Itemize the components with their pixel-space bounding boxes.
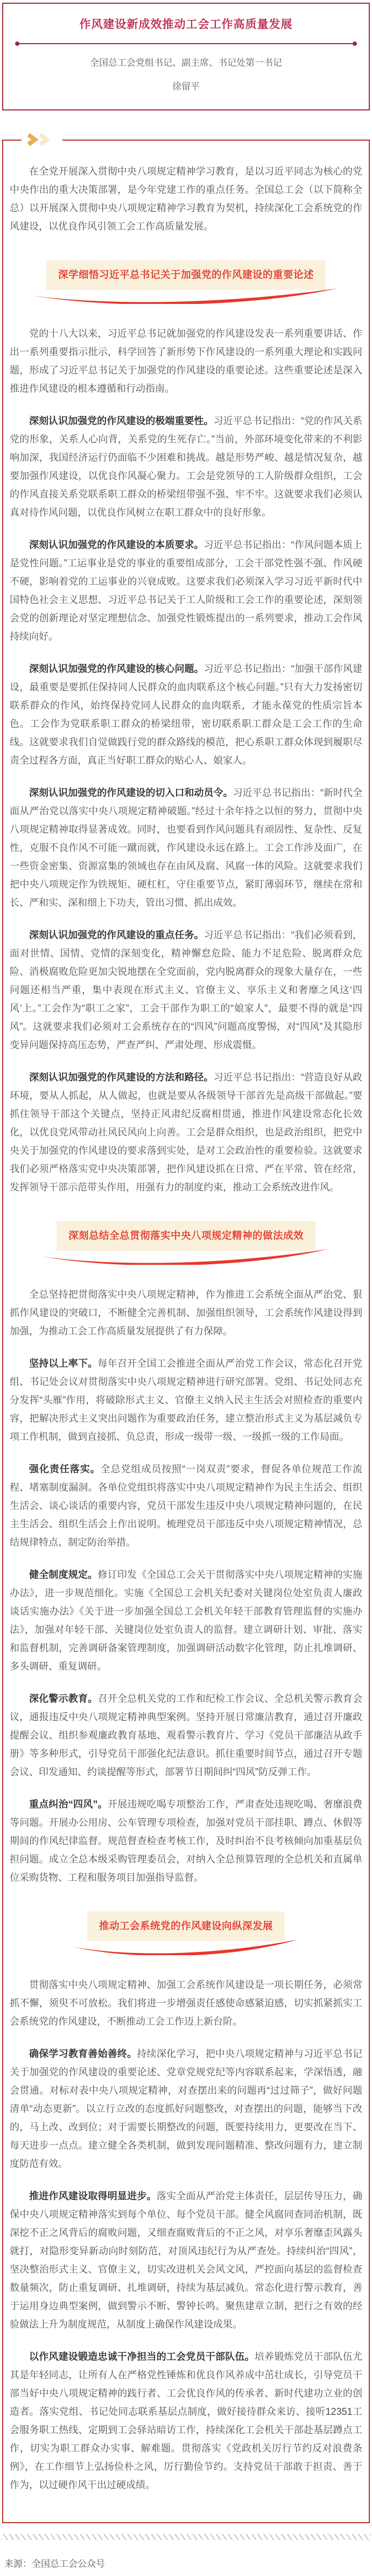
paragraph-lead: 确保学习教育善始善终。 bbox=[29, 2048, 137, 2060]
body-paragraph: 确保学习教育善始善终。持续深化学习，把中央八项规定精神与习近平总书记关于加强党的作风建设的重要论述、党章党规党纪等内容联系起来，学深悟透，融会贯通。对标对表中央八项规定精神，对查摆出来的问题再“过过筛子”，做好问题清单“动态更新”。以立行立改的态度抓好问题整改，对查摆出的问题，能够当下改的，马上改、改到位；对于需要长期整改的问题，既要持续用力，更要改在当下、每天进步一点点。建立健全各类机制，做到发现问题精准、整改问题有力，建立制度防范有效。 bbox=[10, 2048, 363, 2170]
author-name: 徐留平 bbox=[172, 81, 200, 92]
body-paragraph: 全总坚持把贯彻落实中央八项规定精神，作为推进工会系统全面从严治党、狠抓作风建设的突破口，不断健全完善机制、加强组织领导，工会系统作风建设得到加强，为推动工会工作高质量发展提供了有力保障。 bbox=[10, 1289, 362, 1337]
article-body bbox=[8, 162, 364, 2494]
body-paragraph: 深刻认识加强党的作风建设的极端重要性。习近平总书记指出：“党的作风关系党的形象，关系人心向背，关系党的生死存亡。”当前，外部环境变化带来的不利影响加深，我国经济运行仍面临不少困难和挑战。越是形势严峻、越是情况复杂，越要加强作风建设，以优良作风凝心聚力。工会是党领导的工人阶级群众组织，工会的作风直接关系党联系职工群众的桥梁纽带强不强、牢不牢。这就要求我们必须认真对待作风问题，以优良作风树立在职工群众中的良好形象。 bbox=[10, 416, 362, 518]
body-paragraph: 重点纠治“四风”。开展违规吃喝专项整治工作，严肃查处违规吃喝、奢靡浪费等问题。开展办公用房、公车管理专项检查，加强对党员干部挂职、蹲点、休假等期间的作风纪律监督。规范督查检查考核工作，及时纠治不良考核倾向加重基层负担问题。成立全总本级采购管理委员会，对纳入全总预算管理的全总机关和直属单位采购货物、工程和服务项目加强指导监督。 bbox=[10, 1799, 363, 1883]
page-title: 作风建设新成效推动工会工作高质量发展 bbox=[79, 18, 293, 31]
paragraph-lead: 强化责任落实。 bbox=[29, 1464, 101, 1475]
body-paragraph: 强化责任落实。全总党组成员按照“一岗双责”要求，督促各单位规范工作流程、堵塞制度漏洞。各单位党组织将落实中央八项规定精神作为民主生活会、组织生活会、谈心谈话的重要内容，党员干部发生违反中央八项规定精神问题的，在民主生活会、组织生活会上作出说明。梳理党员干部违反中央八项规定精神情况，总结规律特点、制定防治举措。 bbox=[10, 1464, 362, 1548]
body-paragraph: 深刻认识加强党的作风建设的核心问题。习近平总书记指出：“加强干部作风建设，最重要是要抓住保持同人民群众的血肉联系这个核心问题。”只有大力发扬密切联系群众的作风，始终保持党同人民群众的血肉联系，才能永葆党的性质宗旨本色。工会作为党联系职工群众的桥梁纽带，密切联系职工群众是工会工作的生命线。这就要求我们自觉做践行党的群众路线的模范，把心系职工群众体现到履职尽责全过程各方面，真正当好职工群众的贴心人、娘家人。 bbox=[10, 663, 362, 766]
section-heading-text: 推动工会系统党的作风建设向纵深发展 bbox=[87, 1912, 285, 1941]
article-body-box bbox=[2, 140, 370, 2523]
body-paragraph: 党的十八大以来，习近平总书记就加强党的作风建设发表一系列重要讲话、作出一系列重要指示批示，科学回答了新形势下作风建设的一系列重大理论和实践问题，形成了习近平总书记关于加强党的作风建设的重要论述。这些重要论述是深入推进作风建设的根本遵循和行动指南。 bbox=[10, 328, 362, 394]
double-chevron-icon bbox=[22, 133, 62, 146]
paragraph-lead: 深刻认识加强党的作风建设的切入口和动员令。 bbox=[29, 787, 233, 799]
paragraph-lead: 深刻认识加强党的作风建设的重点任务。 bbox=[29, 930, 204, 941]
section-heading bbox=[8, 260, 364, 304]
body-paragraph: 坚持以上率下。每年召开全国工会推进全面从严治党工作会议，常态化召开党组、书记处会议对贯彻落实中央八项规定精神进行研究部署。党组、书记处同志充分发挥“头雁”作用，将破除形式主义、官僚主义纳入民主生活会对照检查的重要内容，把解决形式主义突出问题作为重要政治任务，建立整治形式主义为基层减负专项工作机制，做到直接抓、负总责，形成一级带一级、一级抓一级的工作局面。 bbox=[10, 1358, 362, 1443]
body-paragraph: 深刻认识加强党的作风建设的切入口和动员令。习近平总书记指出：“新时代全面从严治党以落实中央八项规定精神破题。”经过十余年持之以恒的努力，贯彻中央八项规定精神取得显著成效。同时，也要看到作风问题具有顽固性、复杂性、反复性，克服不良作风不可能一蹴而就，作风建设永远在路上。工会工作涉及面广，在一些资金密集、资源富集的领域也存在由风及腐、风腐一体的风险。这就要求我们把中央八项规定作为铁规矩、硬杠杠，守住重要节点，紧盯薄弱环节，继续在常和长、严和实、深和细上下功夫，管出习惯、抓出成效。 bbox=[10, 787, 363, 909]
section-heading bbox=[8, 1912, 364, 1955]
source-line: 来源：全国总工会公众号 bbox=[4, 2559, 105, 2570]
body-paragraph: 贯彻落实中央八项规定精神、加强工会系统作风建设是一项长期任务，必须常抓不懈，须臾不可放松。我们将进一步增强责任感使命感紧迫感，切实抓紧抓实工会系统党的作风建设，不断推动工会工作迈上新台阶。 bbox=[10, 1979, 362, 2027]
author-role: 全国总工会党组书记、副主席、书记处第一书记 bbox=[90, 58, 282, 68]
section-heading-text: 深刻总结全总贯彻落实中央八项规定精神的做法成效 bbox=[57, 1221, 315, 1251]
section-heading-text: 深学细悟习近平总书记关于加强党的作风建设的重要论述 bbox=[46, 260, 326, 290]
paragraph-lead: 坚持以上率下。 bbox=[29, 1358, 98, 1369]
body-paragraph: 以作风建设锻造忠诚干净担当的工会党员干部队伍。培养锻炼党员干部队伍尤其是年轻同志，让所有人在严格党性锤炼和优良作风养成中茁壮成长，引导党员干部当好中央八项规定精神的践行者、工会优良作风的传承者、新时代建功立业的创造者。落实党组、书记处同志联系基层点制度，做好接待群众来访、接听12351工会服务职工热线、定期到工会驿站暗访工作，持续深化工会机关干部赴基层蹲点工作，切实为职工群众办实事、解难题。贯彻落实《党政机关厉行节约反对浪费条例》，在工作细节上弘扬俭朴之风，厉行勤俭节约。支持党员干部敢于担责、善于作为，以过硬作风干出过硬成绩。 bbox=[10, 2351, 363, 2491]
paragraph-lead: 深刻认识加强党的作风建设的极端重要性。 bbox=[29, 416, 214, 427]
dotted-separator bbox=[16, 43, 356, 44]
body-paragraph: 深化警示教育。召开全总机关党的工作和纪检工作会议、全总机关警示教育会议，通报违反中央八项规定精神典型案例。坚持开展日常廉洁教育，通过召开廉政提醒会议、组织参观廉政教育基地、观看警示教育片、学习《党员干部廉洁从政手册》等多种形式，引导党员干部强化纪法意识。抓住重要时间节点，通过召开专题会议、印发通知、约谈提醒等形式，部署节日期间纠“四风”防反弹工作。 bbox=[10, 1693, 362, 1778]
paragraph-lead: 深化警示教育。 bbox=[29, 1693, 98, 1705]
paragraph-lead: 深刻认识加强党的作风建设的本质要求。 bbox=[29, 539, 204, 551]
diagonal-stripes-divider bbox=[1, 2534, 371, 2540]
body-paragraph: 推进作风建设取得明显进步。落实全面从严治党主体责任，层层传导压力，确保中央八项规定精神落实到每个单位、每个党员干部。健全风腐同查同治机制，既深挖不正之风背后的腐败问题，又细查腐败背后的不正之风，对享乐奢靡歪风露头就打，对隐形变异新动向时刻防范，对顶风违纪行为从严查处。持续纠治“四风”，坚决整治形式主义、官僚主义，切实改进机关会风文风，严控面向基层的监督检查数量频次，防止重复调研、扎堆调研，持续为基层减负。常态化进行警示教育，善于运用身边典型案例，做到警示不断、警钟长鸣。聚焦建章立制，把行之有效的经验做法上升为制度规范，从制度上确保作风建设成果。 bbox=[10, 2191, 363, 2330]
paragraph-lead: 推进作风建设取得明显进步。 bbox=[29, 2191, 157, 2202]
paragraph-lead: 以作风建设锻造忠诚干净担当的工会党员干部队伍。 bbox=[29, 2351, 255, 2363]
paragraph-lead: 重点纠治“四风”。 bbox=[29, 1799, 108, 1810]
body-paragraph: 深刻认识加强党的作风建设的方法和路径。习近平总书记指出：“营造良好从政环境，要从人抓起，从人做起，也就是要从各级领导干部首先是高级干部做起。”要抓住领导干部这个关键点，坚持正风肃纪反腐相贯通，推进作风建设常态化长效化，以优良党风带动社风民风向上向善。工会是群众组织，也是政治组织，把党中央关于加强党的作风建设的要求落到实处，是对工会政治性的重要检验。这就要求我们必须严格落实党中央决策部署，把作风建设抓在日常、严在平常、管在经常，发挥领导干部示范带头作用，用强有力的制度约束，推动工会系统改进作风。 bbox=[10, 1072, 362, 1193]
body-paragraph: 深刻认识加强党的作风建设的本质要求。习近平总书记指出：“作风问题本质上是党性问题。”工运事业是党的事业的重要组成部分，工会干部党性强不强、作风硬不硬，影响着党的工运事业的兴衰成败。这要求我们必须深入学习习近平新时代中国特色社会主义思想、习近平总书记关于工人阶级和工会工作的重要论述，深刻领会党的创新理论对坚定理想信念、加强党性锻炼提出的一系列要求，推动工会作风持续向好。 bbox=[10, 539, 362, 642]
body-paragraph: 深刻认识加强党的作风建设的重点任务。习近平总书记指出：“我们必须看到，面对世情、国情、党情的深刻变化，精神懈怠危险、能力不足危险、脱离群众危险、消极腐败危险更加尖锐地摆在全党面前，党内脱离群众的现象大量存在，一些问题还相当严重，集中表现在形式主义、官僚主义、享乐主义和奢靡之风这‘四风’上。”工会作为“职工之家”，工会干部作为职工的“娘家人”，最要不得的就是“四风”。这就要求我们必须对工会系统存在的“四风”问题高度警惕，对“四风”及其隐形变异问题保持高压态势，严查严纠、严肃处理、形成震慑。 bbox=[10, 930, 362, 1051]
body-paragraph: 健全制度规定。修订印发《全国总工会关于贯彻落实中央八项规定精神的实施办法》，进一步规范细化。实施《全国总工会机关纪委对关键岗位处室负责人廉政谈话实施办法》《关于进一步加强全国总工会机关年轻干部教育管理监督的实施办法》，加强对年轻干部、关键岗位处室负责人的监督。建立调研计划、审批、落实和监督机制，完善调研备案管理制度，加强调研活动数字化管理，防止扎堆调研、多头调研、重复调研。 bbox=[10, 1569, 362, 1672]
paragraph-lead: 深刻认识加强党的作风建设的核心问题。 bbox=[29, 663, 204, 675]
paragraph-lead: 健全制度规定。 bbox=[29, 1569, 98, 1581]
paragraph-lead: 深刻认识加强党的作风建设的方法和路径。 bbox=[29, 1072, 214, 1083]
title-box bbox=[2, 3, 370, 110]
body-paragraph: 在全党开展深入贯彻中央八项规定精神学习教育，是以习近平同志为核心的党中央作出的重大决策部署，是今年党建工作的重点任务。全国总工会（以下简称全总）以开展深入贯彻中央八项规定精神学习教育为契机，持续深化工会系统党的作风建设，以优良作风引领工会工作高质量发展。 bbox=[10, 166, 362, 232]
article-page bbox=[0, 3, 372, 2570]
section-heading bbox=[8, 1221, 364, 1265]
